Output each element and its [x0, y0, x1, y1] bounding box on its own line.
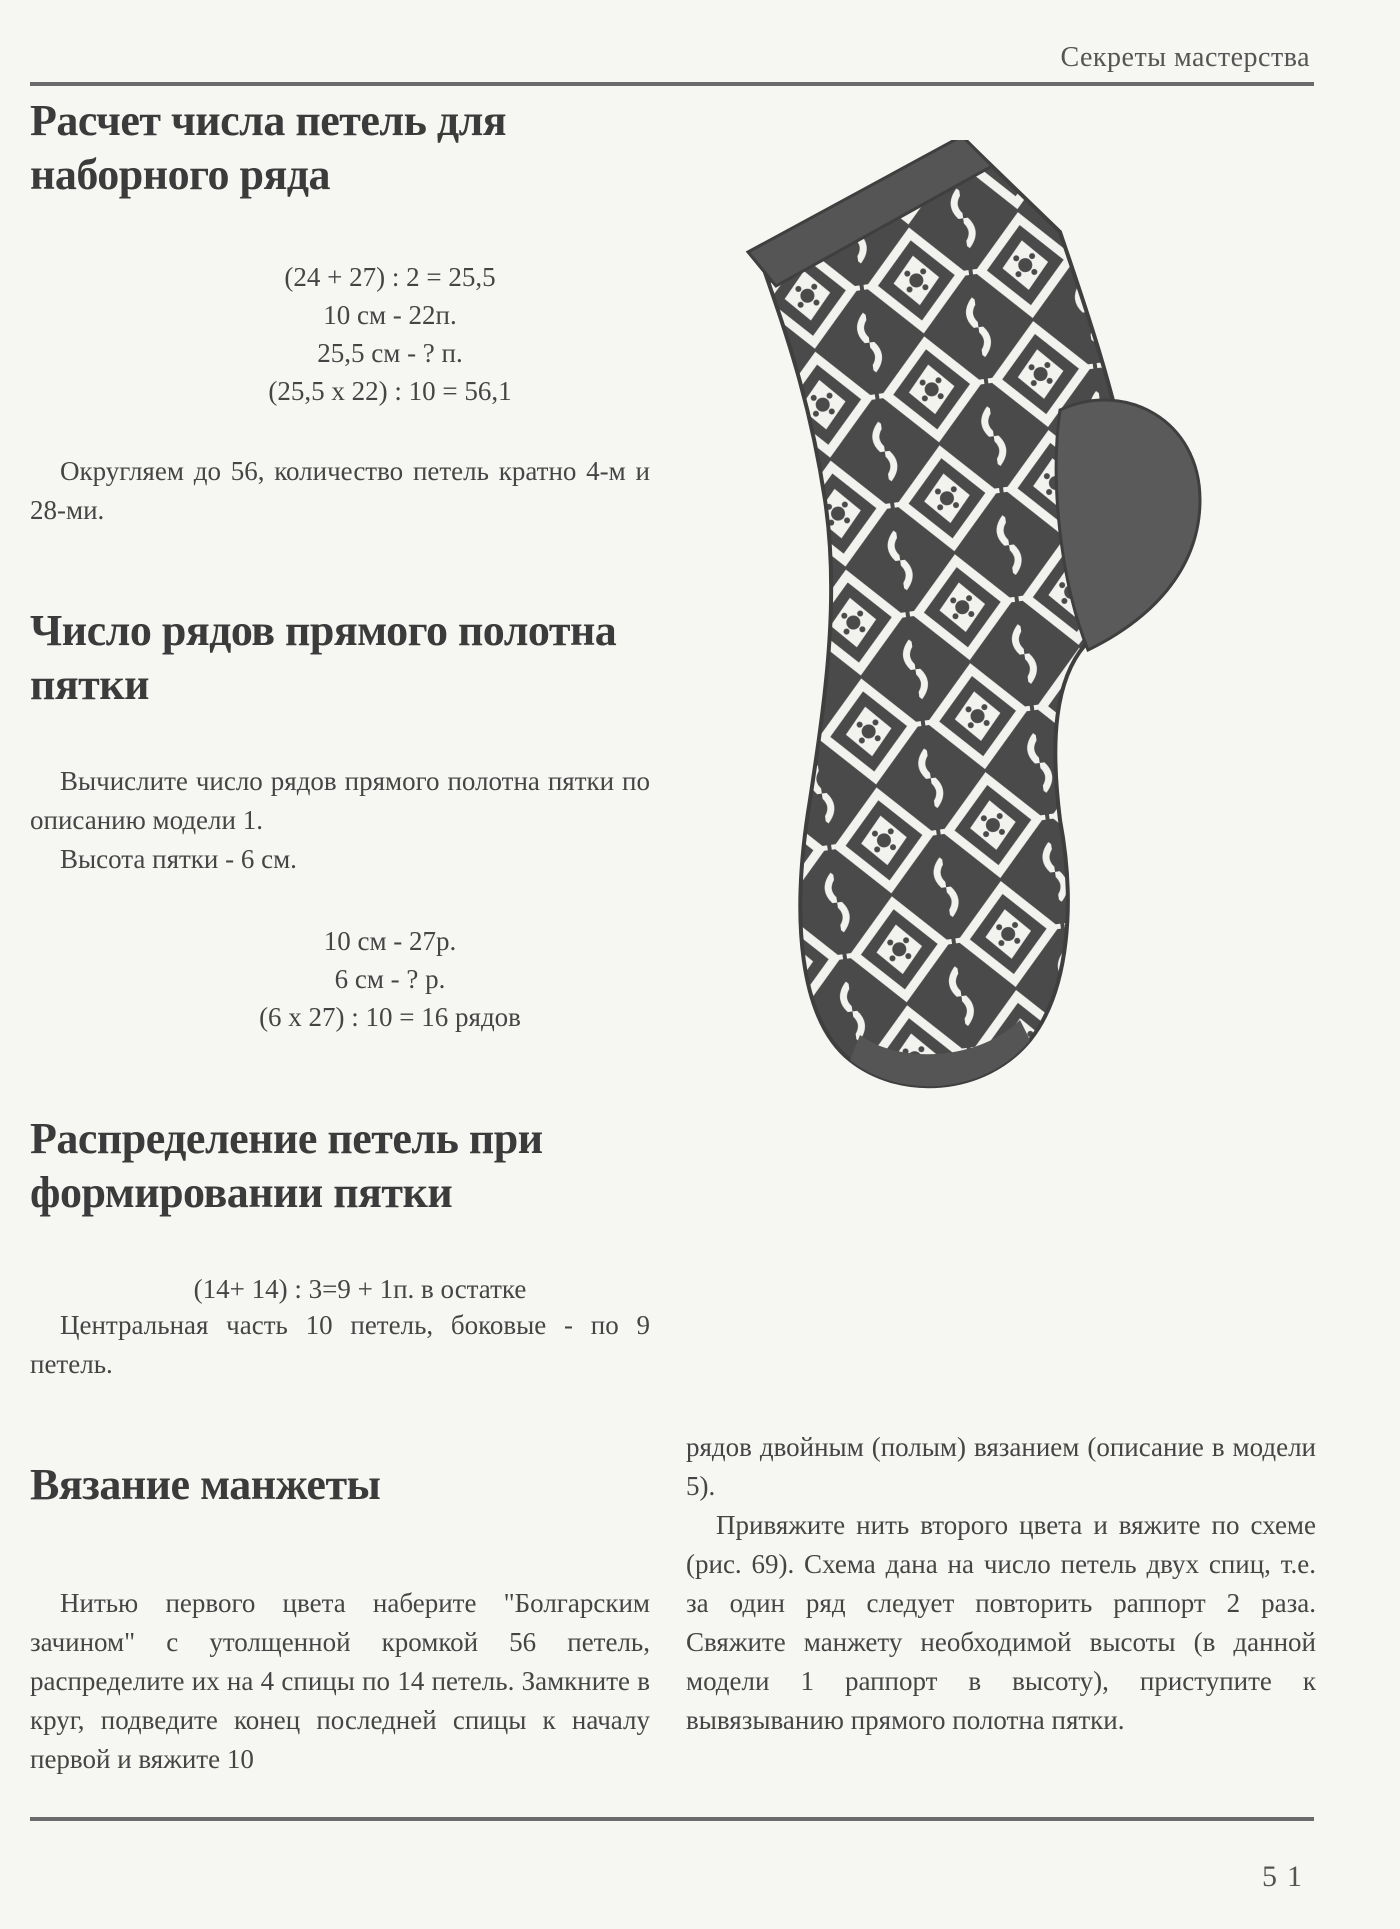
formula-cast-on: (24 + 27) : 2 = 25,5 10 см - 22п. 25,5 см - ? п. (25,5 х 22) : 10 = 56,1 — [268, 262, 512, 406]
running-header: Секреты мастерства — [1060, 42, 1310, 73]
sock-heel — [1056, 400, 1200, 650]
knitted-sock-icon — [730, 140, 1350, 1340]
section-title-heel-rows: Число рядов прямого полотна пятки — [30, 606, 617, 709]
formula-heel-rows: 10 см - 27р. 6 см - ? р. (6 х 27) : 10 = 16 рядов — [259, 926, 521, 1032]
header-divider — [30, 82, 1314, 86]
paragraph-heel-rows: Вычислите число рядов прямого полотна пятки по описанию модели 1. — [30, 766, 650, 835]
footer-divider — [30, 1817, 1314, 1821]
paragraph-cuff-right-1: рядов двойным (полым) вязанием (описание в модели 5). — [686, 1432, 1316, 1501]
paragraph-rounding: Округляем до 56, количество петель кратно 4-м и 28-ми. — [30, 456, 650, 525]
paragraph-heel-height: Высота пятки - 6 см. — [60, 844, 297, 874]
section-title-heel-stitches: Распределение петель при формировании пятки — [30, 1114, 543, 1217]
paragraph-heel-distribution: Центральная часть 10 петель, боковые - по 9 петель. — [30, 1310, 650, 1379]
page-number: 51 — [1262, 1860, 1312, 1893]
section-title-cast-on: Расчет числа петель для наборного ряда — [30, 96, 507, 199]
paragraph-cuff-right-2: Привяжите нить второго цвета и вяжите по схеме (рис. 69). Схема дана на число петель двух спиц, т.е. за один ряд следует повторить раппорт 2 раза. Свяжите манжету необходимой высоты (в данной модели 1 раппорт в высоту), приступите к вывязыванию прямого полотна пятки. — [686, 1510, 1316, 1735]
paragraph-cuff-left: Нитью первого цвета наберите "Болгарским зачином" с утолщенной кромкой 56 петель, распределите их на 4 спицы по 14 петель. Замкните в круг, подведите конец последней спицы к началу первой и вяжите 10 — [30, 1588, 650, 1774]
formula-heel-stitches: (14+ 14) : 3=9 + 1п. в остатке — [193, 1274, 527, 1304]
section-title-cuff: Вязание манжеты — [30, 1460, 381, 1509]
